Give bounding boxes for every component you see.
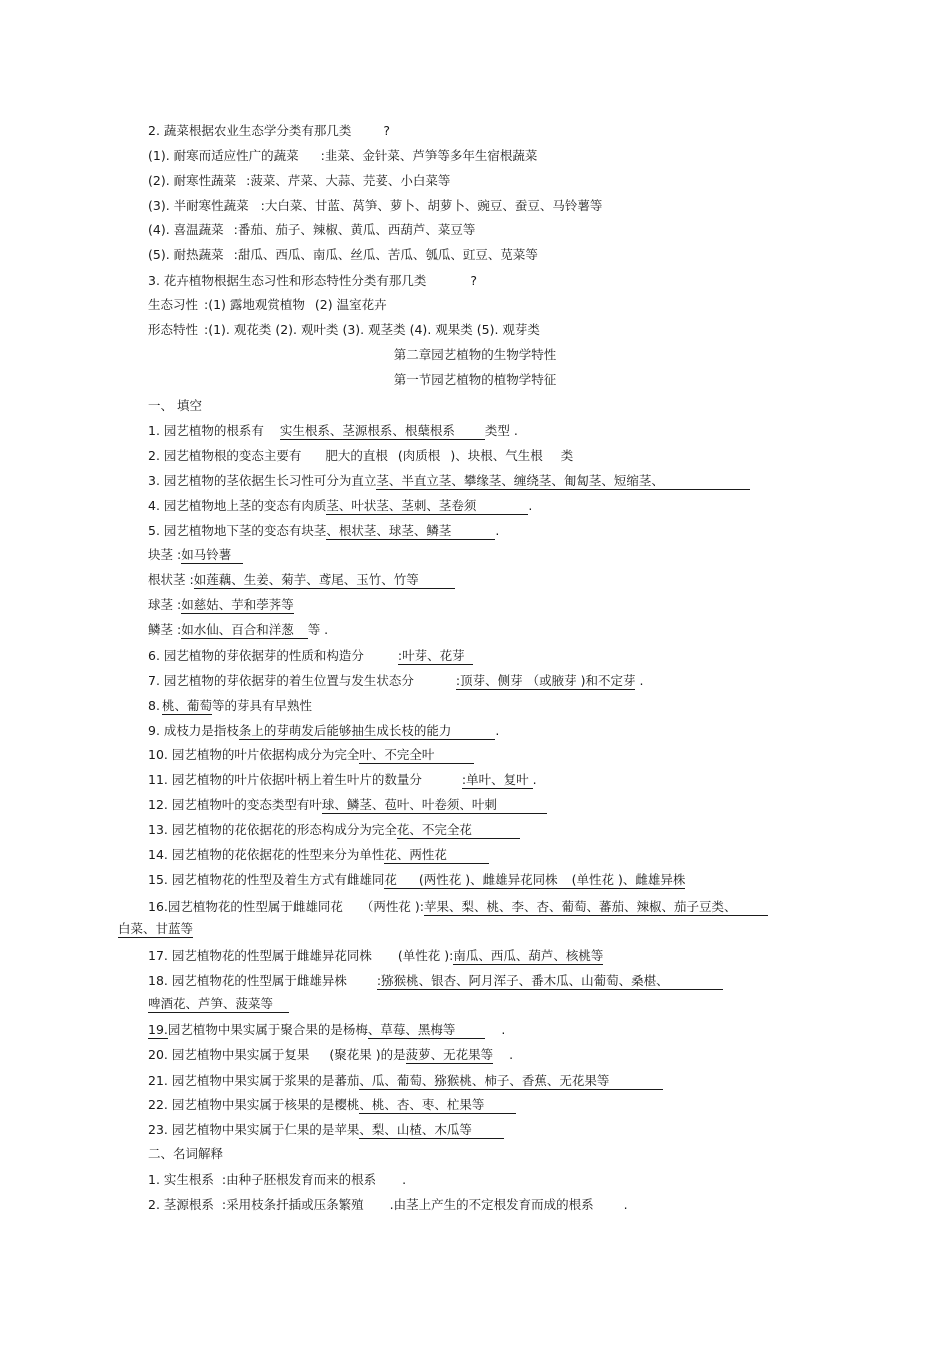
veg-class-4: (4). 喜温蔬菜 :番茄、茄子、辣椒、黄瓜、西葫芦、菜豆等 bbox=[148, 222, 476, 237]
fill-22: 22. 园艺植物中果实属于核果的是樱桃、桃、杏、枣、杧果等 bbox=[148, 1096, 516, 1114]
fill-16-cont: 白菜、甘蓝等 bbox=[118, 921, 194, 936]
fill-17: 17. 园艺植物花的性型属于雌雄异花同株 (单性花 ):南瓜、西瓜、葫芦、核桃等 bbox=[148, 948, 604, 963]
fill-20: 20. 园艺植物中果实属于复果 (聚花果 )的是菠萝、无花果等 . bbox=[148, 1047, 514, 1062]
rhizome-example: 根状茎 :如莲藕、生姜、菊芋、鸢尾、玉竹、竹等 bbox=[148, 571, 455, 589]
part-fill-blank: 一、 填空 bbox=[148, 398, 202, 413]
fill-6: 6. 园艺植物的芽依据芽的性质和构造分 :叶芽、花芽 bbox=[148, 647, 473, 665]
fill-18-cont: 啤酒花、芦笋、菠菜等 bbox=[148, 995, 289, 1013]
fill-23: 23. 园艺植物中果实属于仁果的是苹果、梨、山楂、木瓜等 bbox=[148, 1121, 504, 1139]
fill-11: 11. 园艺植物的叶片依据叶柄上着生叶片的数量分 :单叶、复叶 . bbox=[148, 772, 537, 787]
eco-habit: 生态习性 :(1) 露地观赏植物 (2) 温室花卉 bbox=[148, 297, 387, 312]
term-1: 1. 实生根系 :由种子胚根发育而来的根系 . bbox=[148, 1172, 407, 1187]
fill-13: 13. 园艺植物的花依据花的形态构成分为完全花、不完全花 bbox=[148, 821, 520, 839]
fill-12: 12. 园艺植物叶的变态类型有叶球、鳞茎、苞叶、叶卷须、叶刺 bbox=[148, 796, 547, 814]
fill-4: 4. 园艺植物地上茎的变态有肉质茎、叶状茎、茎刺、茎卷须 . bbox=[148, 498, 533, 513]
veg-class-3: (3). 半耐寒性蔬菜 :大白菜、甘蓝、莴笋、萝卜、胡萝卜、豌豆、蚕豆、马铃薯等 bbox=[148, 198, 603, 213]
part-terms: 二、名词解释 bbox=[148, 1146, 224, 1161]
question-2: 2. 蔬菜根据农业生态学分类有那几类 ? bbox=[148, 123, 391, 138]
veg-class-1: (1). 耐寒而适应性广的蔬菜 :韭菜、金针菜、芦笋等多年生宿根蔬菜 bbox=[148, 148, 538, 163]
fill-16: 16.园艺植物花的性型属于雌雄同花 （两性花 ):苹果、梨、桃、李、杏、葡萄、蕃茄、辣椒、茄子豆类、 bbox=[148, 898, 768, 916]
fill-9: 9. 成枝力是指枝条上的芽萌发后能够抽生成长枝的能力 . bbox=[148, 723, 500, 738]
fill-2: 2. 园艺植物根的变态主要有 肥大的直根 (肉质根 )、块根、气生根 类 bbox=[148, 448, 574, 463]
fill-14: 14. 园艺植物的花依据花的性型来分为单性花、两性花 bbox=[148, 846, 489, 864]
corm-example: 球茎 :如慈姑、芋和荸荠等 bbox=[148, 597, 294, 612]
fill-18: 18. 园艺植物花的性型属于雌雄异株 :猕猴桃、银杏、阿月浑子、番木瓜、山葡萄、桑椹、 bbox=[148, 972, 723, 990]
tuber-example: 块茎 :如马铃薯 bbox=[148, 546, 243, 564]
morph-trait: 形态特性 :(1). 观花类 (2). 观叶类 (3). 观茎类 (4). 观果类 (5). 观芽类 bbox=[148, 322, 540, 337]
section-title: 第一节园艺植物的植物学特征 bbox=[393, 372, 557, 387]
bulb-example: 鳞茎 :如水仙、百合和洋葱 等 . bbox=[148, 622, 329, 637]
fill-21: 21. 园艺植物中果实属于浆果的是蕃茄、瓜、葡萄、猕猴桃、柿子、香蕉、无花果等 bbox=[148, 1072, 663, 1090]
veg-class-5: (5). 耐热蔬菜 :甜瓜、西瓜、南瓜、丝瓜、苦瓜、瓠瓜、豇豆、苋菜等 bbox=[148, 247, 538, 262]
fill-3: 3. 园艺植物的茎依据生长习性可分为直立茎、半直立茎、攀缘茎、缠绕茎、匍匐茎、短缩茎、 bbox=[148, 472, 750, 490]
term-2: 2. 茎源根系 :采用枝条扦插或压条繁殖 .由茎上产生的不定根发育而成的根系 . bbox=[148, 1197, 628, 1212]
fill-1: 1. 园艺植物的根系有 实生根系、茎源根系、根蘖根系 类型 . bbox=[148, 423, 518, 438]
fill-7: 7. 园艺植物的芽依据芽的着生位置与发生状态分 :顶芽、侧芽 （或腋芽 )和不定芽 . bbox=[148, 673, 644, 688]
veg-class-2: (2). 耐寒性蔬菜 :菠菜、芹菜、大蒜、芫荽、小白菜等 bbox=[148, 173, 451, 188]
fill-5: 5. 园艺植物地下茎的变态有块茎、根状茎、球茎、鳞茎 . bbox=[148, 523, 500, 538]
fill-19: 19.园艺植物中果实属于聚合果的是杨梅、草莓、黑梅等 . bbox=[148, 1022, 506, 1037]
fill-8: 8. 桃、葡萄等的芽具有早熟性 bbox=[148, 698, 312, 713]
fill-15: 15. 园艺植物花的性型及着生方式有雌雄同花 (两性花 )、雌雄异花同株 (单性花 )、雌雄异株 bbox=[148, 872, 686, 887]
fill-10: 10. 园艺植物的叶片依据构成分为完全叶、不完全叶 bbox=[148, 746, 474, 764]
chapter-title: 第二章园艺植物的生物学特性 bbox=[393, 347, 557, 362]
question-3: 3. 花卉植物根据生态习性和形态特性分类有那几类 ? bbox=[148, 273, 478, 288]
